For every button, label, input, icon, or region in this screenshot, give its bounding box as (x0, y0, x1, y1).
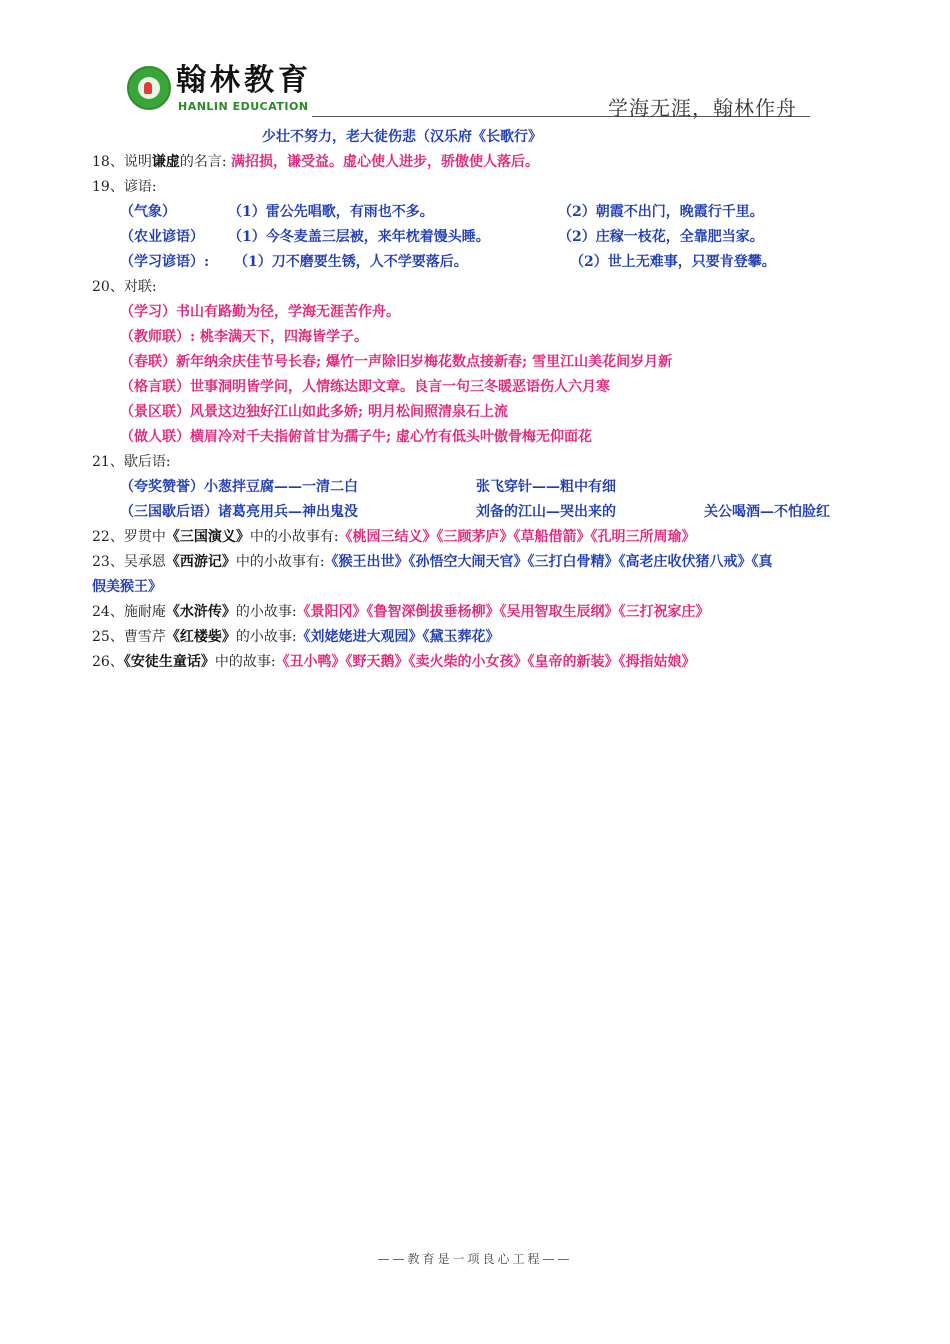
item-26-andersen: 26、《安徒生童话》中的故事:《丑小鸭》《野天鹅》《卖火柴的小女孩》《皇帝的新装》《拇指姑娘》 (92, 654, 696, 670)
line-proverb-changgexing: 少壮不努力，老大徒伤悲（汉乐府《长歌行》 (262, 129, 542, 145)
header-motto: 学海无涯，翰林作舟 (608, 96, 797, 120)
item-25-red-chamber: 25、曹雪芹《红楼姕》的小故事:《刘姥姥进大观园》《黛玉葬花》 (92, 629, 500, 645)
item-21-label: 21、歇后语: (92, 454, 171, 470)
item-20-maxim: （格言联）世事洞明皆学问，人情练达即文章。良言一句三冬暖恶语伤人六月寒 (120, 379, 610, 395)
item-20-teacher: （教师联）: 桃李满天下，四海皆学子。 (120, 329, 369, 345)
item-20-scenic: （景区联）风景这边独好江山如此多娇; 明月松间照清泉石上流 (120, 404, 509, 420)
item-20-spring: （春联）新年纳余庆佳节号长春; 爆竹一声除旧岁梅花数点接新春; 雪里江山美花间岁月新 (120, 354, 673, 370)
item-24-water-margin: 24、施耐庵《水浒传》的小故事:《景阳冈》《鲁智深倒拔垂杨柳》《吴用智取生辰纲》《三打祝家庄》 (92, 604, 710, 620)
item-22-three-kingdoms: 22、罗贯中《三国演义》中的小故事有:《桃园三结义》《三顾茅庐》《草船借箭》《孔明三所周瑜》 (92, 529, 696, 545)
item-18-modesty-quotes: 18、说明谦虚的名言: 满招损，谦受益。虚心使人进步，骄傲使人落后。 (92, 154, 539, 170)
item-20-study: （学习）书山有路勤为径，学海无涯苦作舟。 (120, 304, 400, 320)
item-23-continued: 假美猴王》 (92, 579, 162, 595)
document-body (92, 125, 872, 675)
page-footer: ——教育是一项良心工程—— (377, 1252, 573, 1266)
item-19-label: 19、谚语: (92, 179, 157, 195)
item-21-three-kingdoms: （三国歇后语）诸葛亮用兵—神出鬼没 刘备的江山—哭出来的 关公喝酒—不怕脸红 (120, 504, 830, 520)
brand-name-cn: 翰林教育 (176, 63, 312, 98)
item-19-learning: （学习谚语）: （1）刀不磨要生锈，人不学要落后。 （2）世上无难事，只要肯登攀。 (120, 254, 776, 270)
item-19-agriculture: （农业谚语） （1）今冬麦盖三层被，来年枕着馒头睡。 （2）庄稼一枝花，全靠肥当家。 (120, 229, 764, 245)
brand-name-en: HANLIN EDUCATION (178, 100, 309, 113)
item-20-label: 20、对联: (92, 279, 157, 295)
item-20-conduct: （做人联）横眉冷对千夫指俯首甘为孺子牛; 虚心竹有低头叶傲骨梅无仰面花 (120, 429, 593, 445)
item-23-journey-west: 23、吴承恩《西游记》中的小故事有:《猴王出世》《孙悟空大闹天官》《三打白骨精》《高老庄收伏猪八戒》《真 (92, 554, 773, 570)
hanlin-logo-icon (127, 66, 171, 110)
item-19-weather: （气象） （1）雷公先唱歌，有雨也不多。 （2）朝霞不出门，晚霞行千里。 (120, 204, 764, 220)
item-21-praise: （夸奖赞誉）小葱拌豆腐——一清二白 张飞穿针——粗中有细 (120, 479, 616, 495)
page-header (0, 0, 950, 125)
